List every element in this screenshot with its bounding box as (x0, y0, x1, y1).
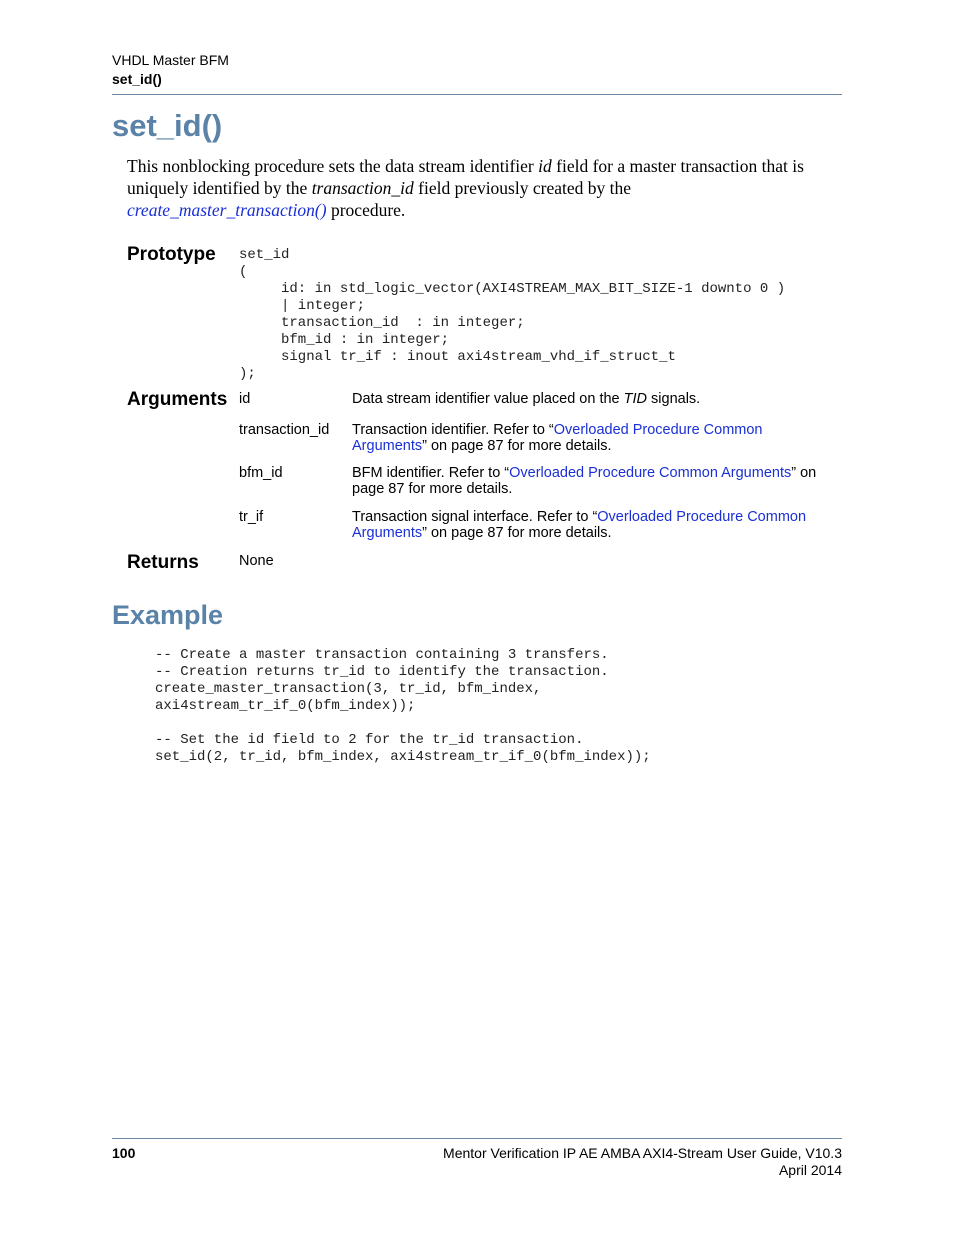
page-number: 100 (112, 1145, 136, 1161)
argument-desc-id (352, 391, 844, 407)
intro-emphasis-id: id (538, 156, 552, 176)
overloaded-args-link[interactable]: Overloaded Procedure Common Arguments (352, 422, 763, 454)
argument-desc-text: ” on page 87 for more details. (422, 438, 612, 454)
argument-desc-text: ” on page 87 for more details. (352, 465, 817, 497)
example-code: -- Create a master transaction containing 3 transfers. -- Creation returns tr_id to identify the transaction. create_master_transaction(3, tr_id, bfm_index, axi4stream_tr_if_0(bfm_index)); -- Set the id field to 2 for the tr_id transaction. set_id(2, tr_id, bfm_index, axi4stream_tr_if_0(bfm_index)); (155, 647, 651, 765)
argument-desc-transaction-id (352, 422, 804, 454)
header-rule (112, 94, 842, 95)
argument-name-transaction-id: transaction_id (239, 422, 330, 438)
returns-label: Returns (127, 552, 199, 573)
footer-doc-title: Mentor Verification IP AE AMBA AXI4-Stream User Guide, V10.3 (443, 1145, 842, 1161)
argument-name-tr-if: tr_if (239, 509, 264, 525)
argument-name-id: id (239, 391, 251, 407)
running-header-subsection: set_id() (112, 71, 162, 87)
create-master-transaction-link[interactable]: create_master_transaction() (127, 200, 327, 220)
intro-text: This nonblocking procedure sets the data stream identifier (127, 156, 539, 176)
page-title: set_id() (112, 108, 223, 143)
argument-name-bfm-id: bfm_id (239, 465, 283, 481)
footer-date: April 2014 (778, 1162, 842, 1178)
intro-text: field previously created by the (413, 178, 631, 198)
overloaded-args-link[interactable]: Overloaded Procedure Common Arguments (509, 465, 792, 481)
intro-paragraph (127, 155, 847, 221)
argument-desc-text: Data stream identifier value placed on the (352, 391, 624, 407)
argument-desc-text: ” on page 87 for more details. (422, 525, 612, 541)
returns-value: None (239, 553, 274, 569)
argument-desc-text: Transaction identifier. Refer to “ (352, 422, 554, 438)
example-heading: Example (112, 600, 224, 630)
footer-rule (112, 1138, 842, 1139)
argument-desc-text: Transaction signal interface. Refer to “ (352, 509, 598, 525)
running-header-section: VHDL Master BFM (112, 52, 229, 68)
prototype-code: set_id ( id: in std_logic_vector(AXI4STREAM_MAX_BIT_SIZE-1 downto 0 ) | integer; transaction_id : in integer; bfm_id : in integer; signal tr_if : inout axi4stream_vhd_if_struct_t ); (239, 247, 786, 382)
intro-text: procedure. (326, 200, 406, 220)
argument-desc-text: signals. (647, 391, 701, 407)
intro-emphasis-transaction-id: transaction_id (311, 178, 414, 198)
tid-emphasis: TID (623, 391, 647, 407)
arguments-label: Arguments (127, 389, 228, 410)
argument-desc-text: BFM identifier. Refer to “ (352, 465, 510, 481)
overloaded-args-link[interactable]: Overloaded Procedure Common Arguments (352, 509, 807, 541)
argument-desc-bfm-id (352, 465, 842, 497)
prototype-label: Prototype (127, 244, 216, 265)
intro-text: field for a master transaction that is uniquely identified by the (127, 156, 804, 198)
argument-desc-tr-if (352, 509, 844, 541)
